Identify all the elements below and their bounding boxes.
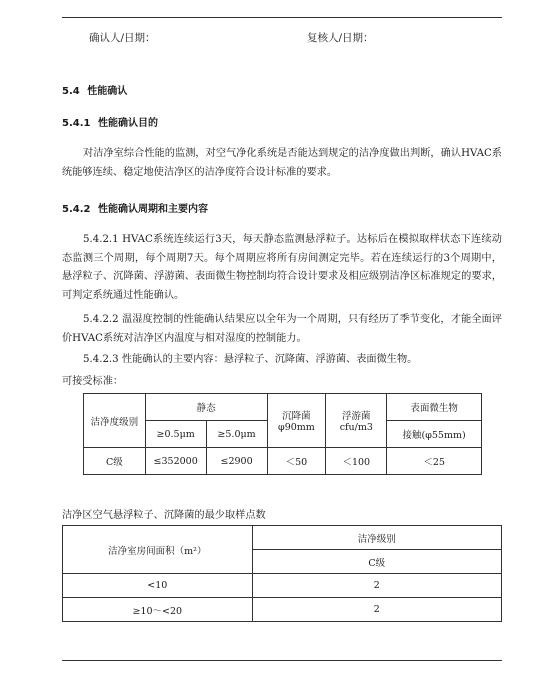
sampling-points-table	[62, 525, 502, 622]
cleanliness-grade-header-cell: 洁净级别	[252, 526, 501, 550]
subsection-title-1: 性能确认目的	[97, 118, 158, 129]
area-cell: <10	[63, 574, 253, 598]
section-title: 性能确认	[87, 86, 128, 97]
particle-50-cell: ≤2900	[206, 448, 267, 475]
table-row	[63, 574, 502, 598]
float-header-cell: 浮游菌 cfu/m3	[326, 394, 387, 448]
sampling-table-caption: 洁净区空气悬浮粒子、沉降菌的最少取样点数	[62, 510, 266, 521]
acceptance-criteria-table	[83, 393, 482, 475]
area-header-cell: 洁净室房间面积（m²）	[63, 526, 253, 574]
paragraph-5-4-2-1-text: 5.4.2.1 HVAC系统连续运行3天，每天静态监测悬浮粒子。达标后在模拟取样状态下连续动态监测三个周期，每个周期7天。每个周期应将所有房间测定完毕。若在连续运行的3个周期中，悬浮粒子、沉降菌、浮游菌、表面微生物控制均符合设计要求及相应级别洁净区标准规定的要求，可判定系统通过性能确认。	[62, 234, 502, 301]
count-cell: 2	[252, 598, 501, 622]
settle-header-cell: 沉降菌 φ90mm	[267, 394, 326, 448]
confirm-signature-label: 确认人/日期：	[89, 32, 156, 44]
particle-50-header-cell: ≥5.0μm	[206, 421, 267, 448]
float-cell: ＜100	[326, 448, 387, 475]
static-header-cell: 静态	[145, 394, 267, 421]
paragraph-5-4-2-2-text: 5.4.2.2 温湿度控制的性能确认结果应以全年为一个周期，只有经历了季节变化，才能全面评价HVAC系统对洁净区内温度与相对湿度的控制能力。	[62, 314, 502, 344]
grade-cell: C级	[84, 448, 146, 475]
surface-header-cell: 表面微生物	[387, 394, 482, 421]
paragraph-5-4-2-2	[62, 311, 502, 348]
table-row	[63, 598, 502, 622]
surface-sub-header-cell: 接触(φ55mm)	[387, 421, 482, 448]
area-cell: ≥10～<20	[63, 598, 253, 622]
grade-header-cell: 洁净度级别	[84, 394, 146, 448]
subsection-number-1: 5.4.1	[62, 118, 91, 129]
review-signature-label: 复核人/日期：	[307, 32, 374, 44]
particle-05-cell: ≤352000	[145, 448, 206, 475]
subsection-heading-2	[62, 200, 208, 215]
grade-c-header-cell: C级	[252, 550, 501, 574]
purpose-text: 对洁净室综合性能的监测，对空气净化系统是否能达到规定的洁净度做出判断，确认HVAC系统能够连续、稳定地使洁净区的洁净度符合设计标准的要求。	[62, 148, 502, 178]
count-cell: 2	[252, 574, 501, 598]
table-row	[84, 448, 482, 475]
subsection-heading-1	[62, 114, 158, 129]
purpose-paragraph	[62, 145, 502, 182]
section-number: 5.4	[62, 86, 80, 97]
paragraph-5-4-2-1	[62, 231, 502, 305]
footer-rule	[62, 660, 502, 661]
subsection-number-2: 5.4.2	[62, 204, 91, 215]
header-rule	[62, 17, 502, 18]
section-heading	[62, 82, 127, 97]
particle-05-header-cell: ≥0.5μm	[145, 421, 206, 448]
settle-cell: ＜50	[267, 448, 326, 475]
acceptance-label: 可接受标准：	[62, 376, 124, 387]
subsection-title-2: 性能确认周期和主要内容	[97, 204, 208, 215]
paragraph-5-4-2-3	[62, 351, 502, 370]
paragraph-5-4-2-3-text: 5.4.2.3 性能确认的主要内容：悬浮粒子、沉降菌、浮游菌、表面微生物。	[83, 354, 418, 365]
surface-cell: ＜25	[387, 448, 482, 475]
